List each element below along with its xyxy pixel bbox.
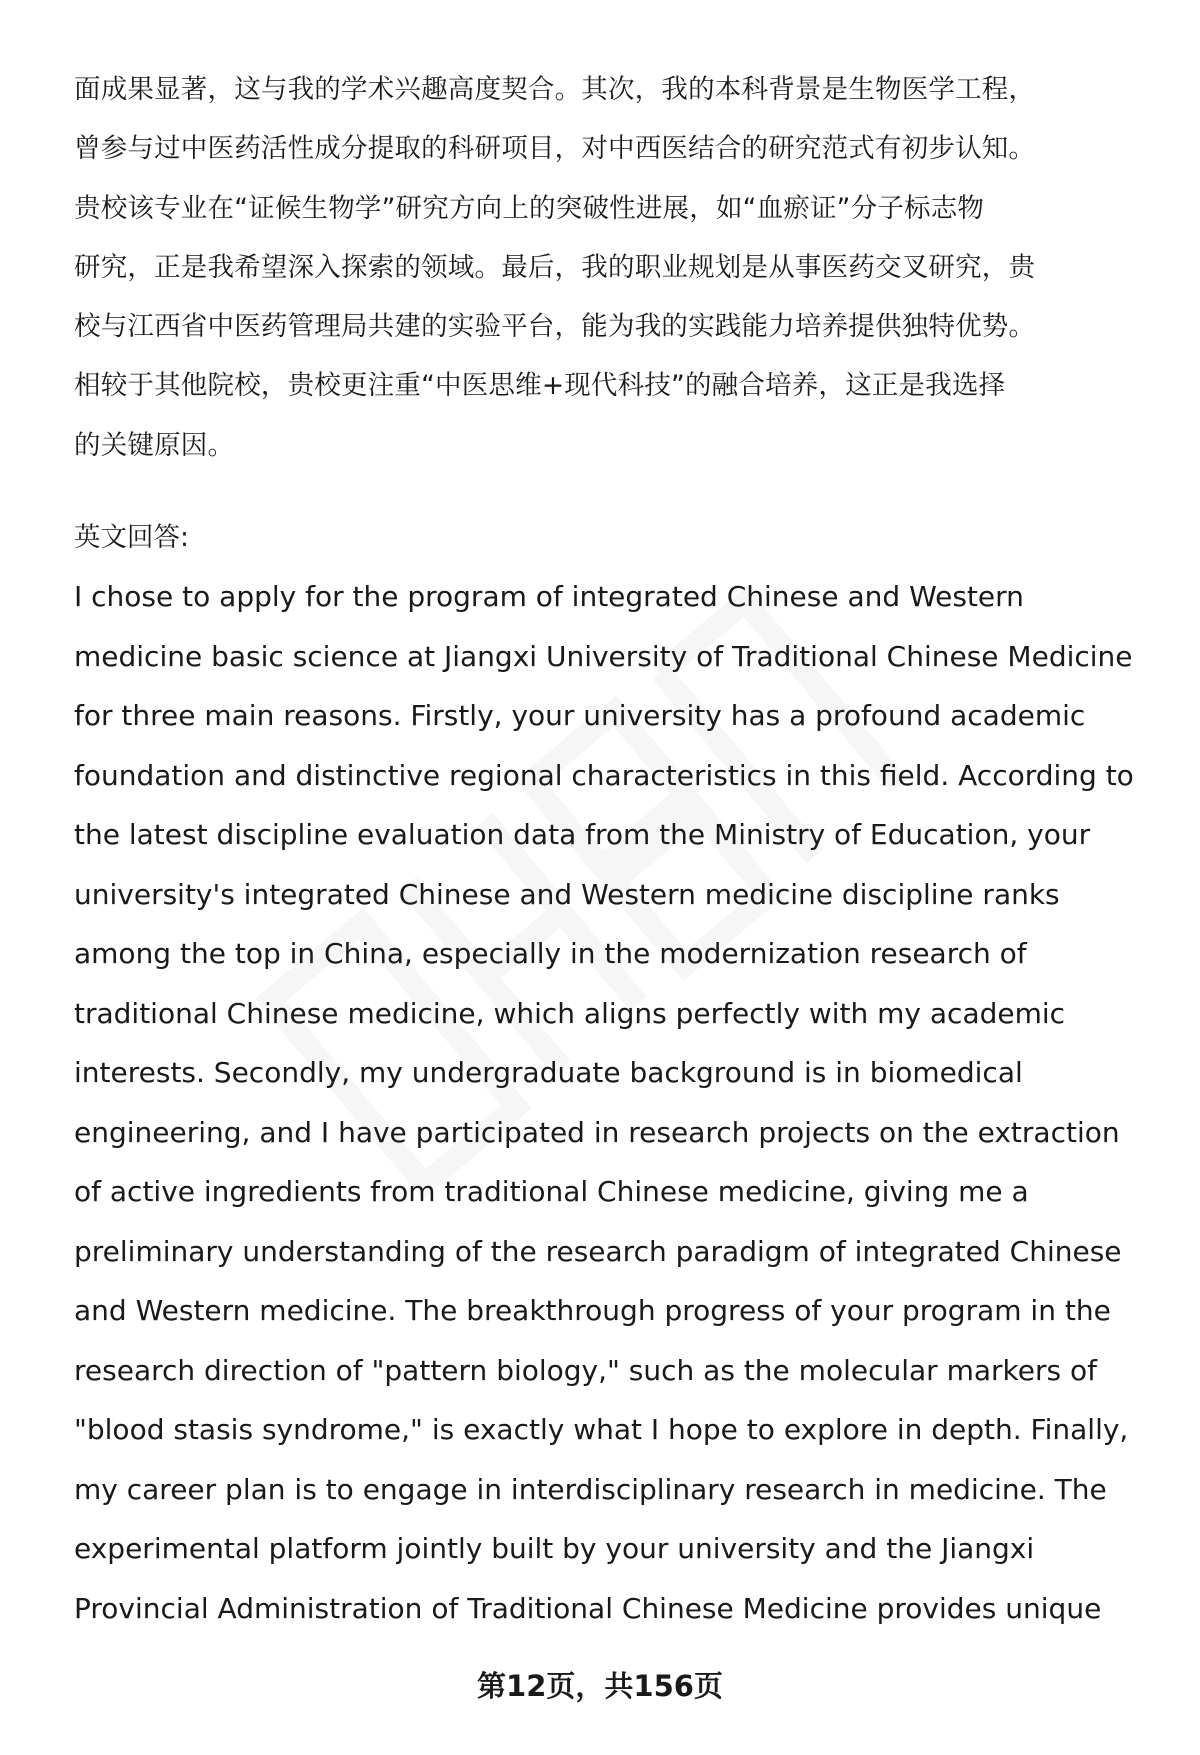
text-line: 相较于其他院校，贵校更注重“中医思维+现代科技”的融合培养，这正是我选择 <box>74 370 1006 402</box>
text-line: and Western medicine. The breakthrough progress of your program in the <box>74 1294 1111 1327</box>
text-line: Provincial Administration of Traditional Chinese Medicine provides unique <box>74 1591 1102 1625</box>
text-line: 校与江西省中医药管理局共建的实验平台，能为我的实践能力培养提供独特优势。 <box>74 311 1036 343</box>
text-line: experimental platform jointly built by your university and the Jiangxi <box>74 1532 1035 1565</box>
english-answer-text <box>74 567 1174 1638</box>
text-line: "blood stasis syndrome," is exactly what I hope to explore in depth. Finally, <box>74 1413 1129 1446</box>
text-line: among the top in China, especially in the modernization research of <box>74 937 1027 970</box>
text-line: medicine basic science at Jiangxi University of Traditional Chinese Medicine <box>74 639 1133 673</box>
text-line: preliminary understanding of the research paradigm of integrated Chinese <box>74 1234 1122 1268</box>
english-answer-heading: 英文回答: <box>74 522 189 553</box>
text-line: of active ingredients from traditional Chinese medicine, giving me a <box>74 1175 1029 1208</box>
text-line: my career plan is to engage in interdisciplinary research in medicine. The <box>74 1472 1107 1506</box>
text-line: the latest discipline evaluation data from the Ministry of Education, your <box>74 818 1091 851</box>
text-line: I chose to apply for the program of integrated Chinese and Western <box>74 580 1024 613</box>
text-line: foundation and distinctive regional characteristics in this field. According to <box>74 758 1134 792</box>
page-number: 第12页，共156页 <box>477 1669 723 1703</box>
text-line: traditional Chinese medicine, which aligns perfectly with my academic <box>74 996 1066 1030</box>
chinese-answer-text <box>74 60 1154 475</box>
text-line: university's integrated Chinese and Western medicine discipline ranks <box>74 877 1060 911</box>
text-line: 的关键原因。 <box>74 429 235 461</box>
text-line: 贵校该专业在“证候生物学”研究方向上的突破性进展，如“血瘀证”分子标志物 <box>74 192 985 224</box>
text-line: engineering, and I have participated in research projects on the extraction <box>74 1115 1120 1149</box>
text-line: 曾参与过中医药活性成分提取的科研项目，对中西医结合的研究范式有初步认知。 <box>74 133 1036 165</box>
text-line: research direction of "pattern biology," such as the molecular markers of <box>74 1353 1097 1387</box>
text-line: interests. Secondly, my undergraduate background is in biomedical <box>74 1056 1023 1089</box>
text-line: 面成果显著，这与我的学术兴趣高度契合。其次，我的本科背景是生物医学工程， <box>74 74 1036 105</box>
text-line: for three main reasons. Firstly, your university has a profound academic <box>74 699 1086 732</box>
text-line: 研究，正是我希望深入探索的领域。最后，我的职业规划是从事医药交叉研究，贵 <box>74 251 1036 283</box>
